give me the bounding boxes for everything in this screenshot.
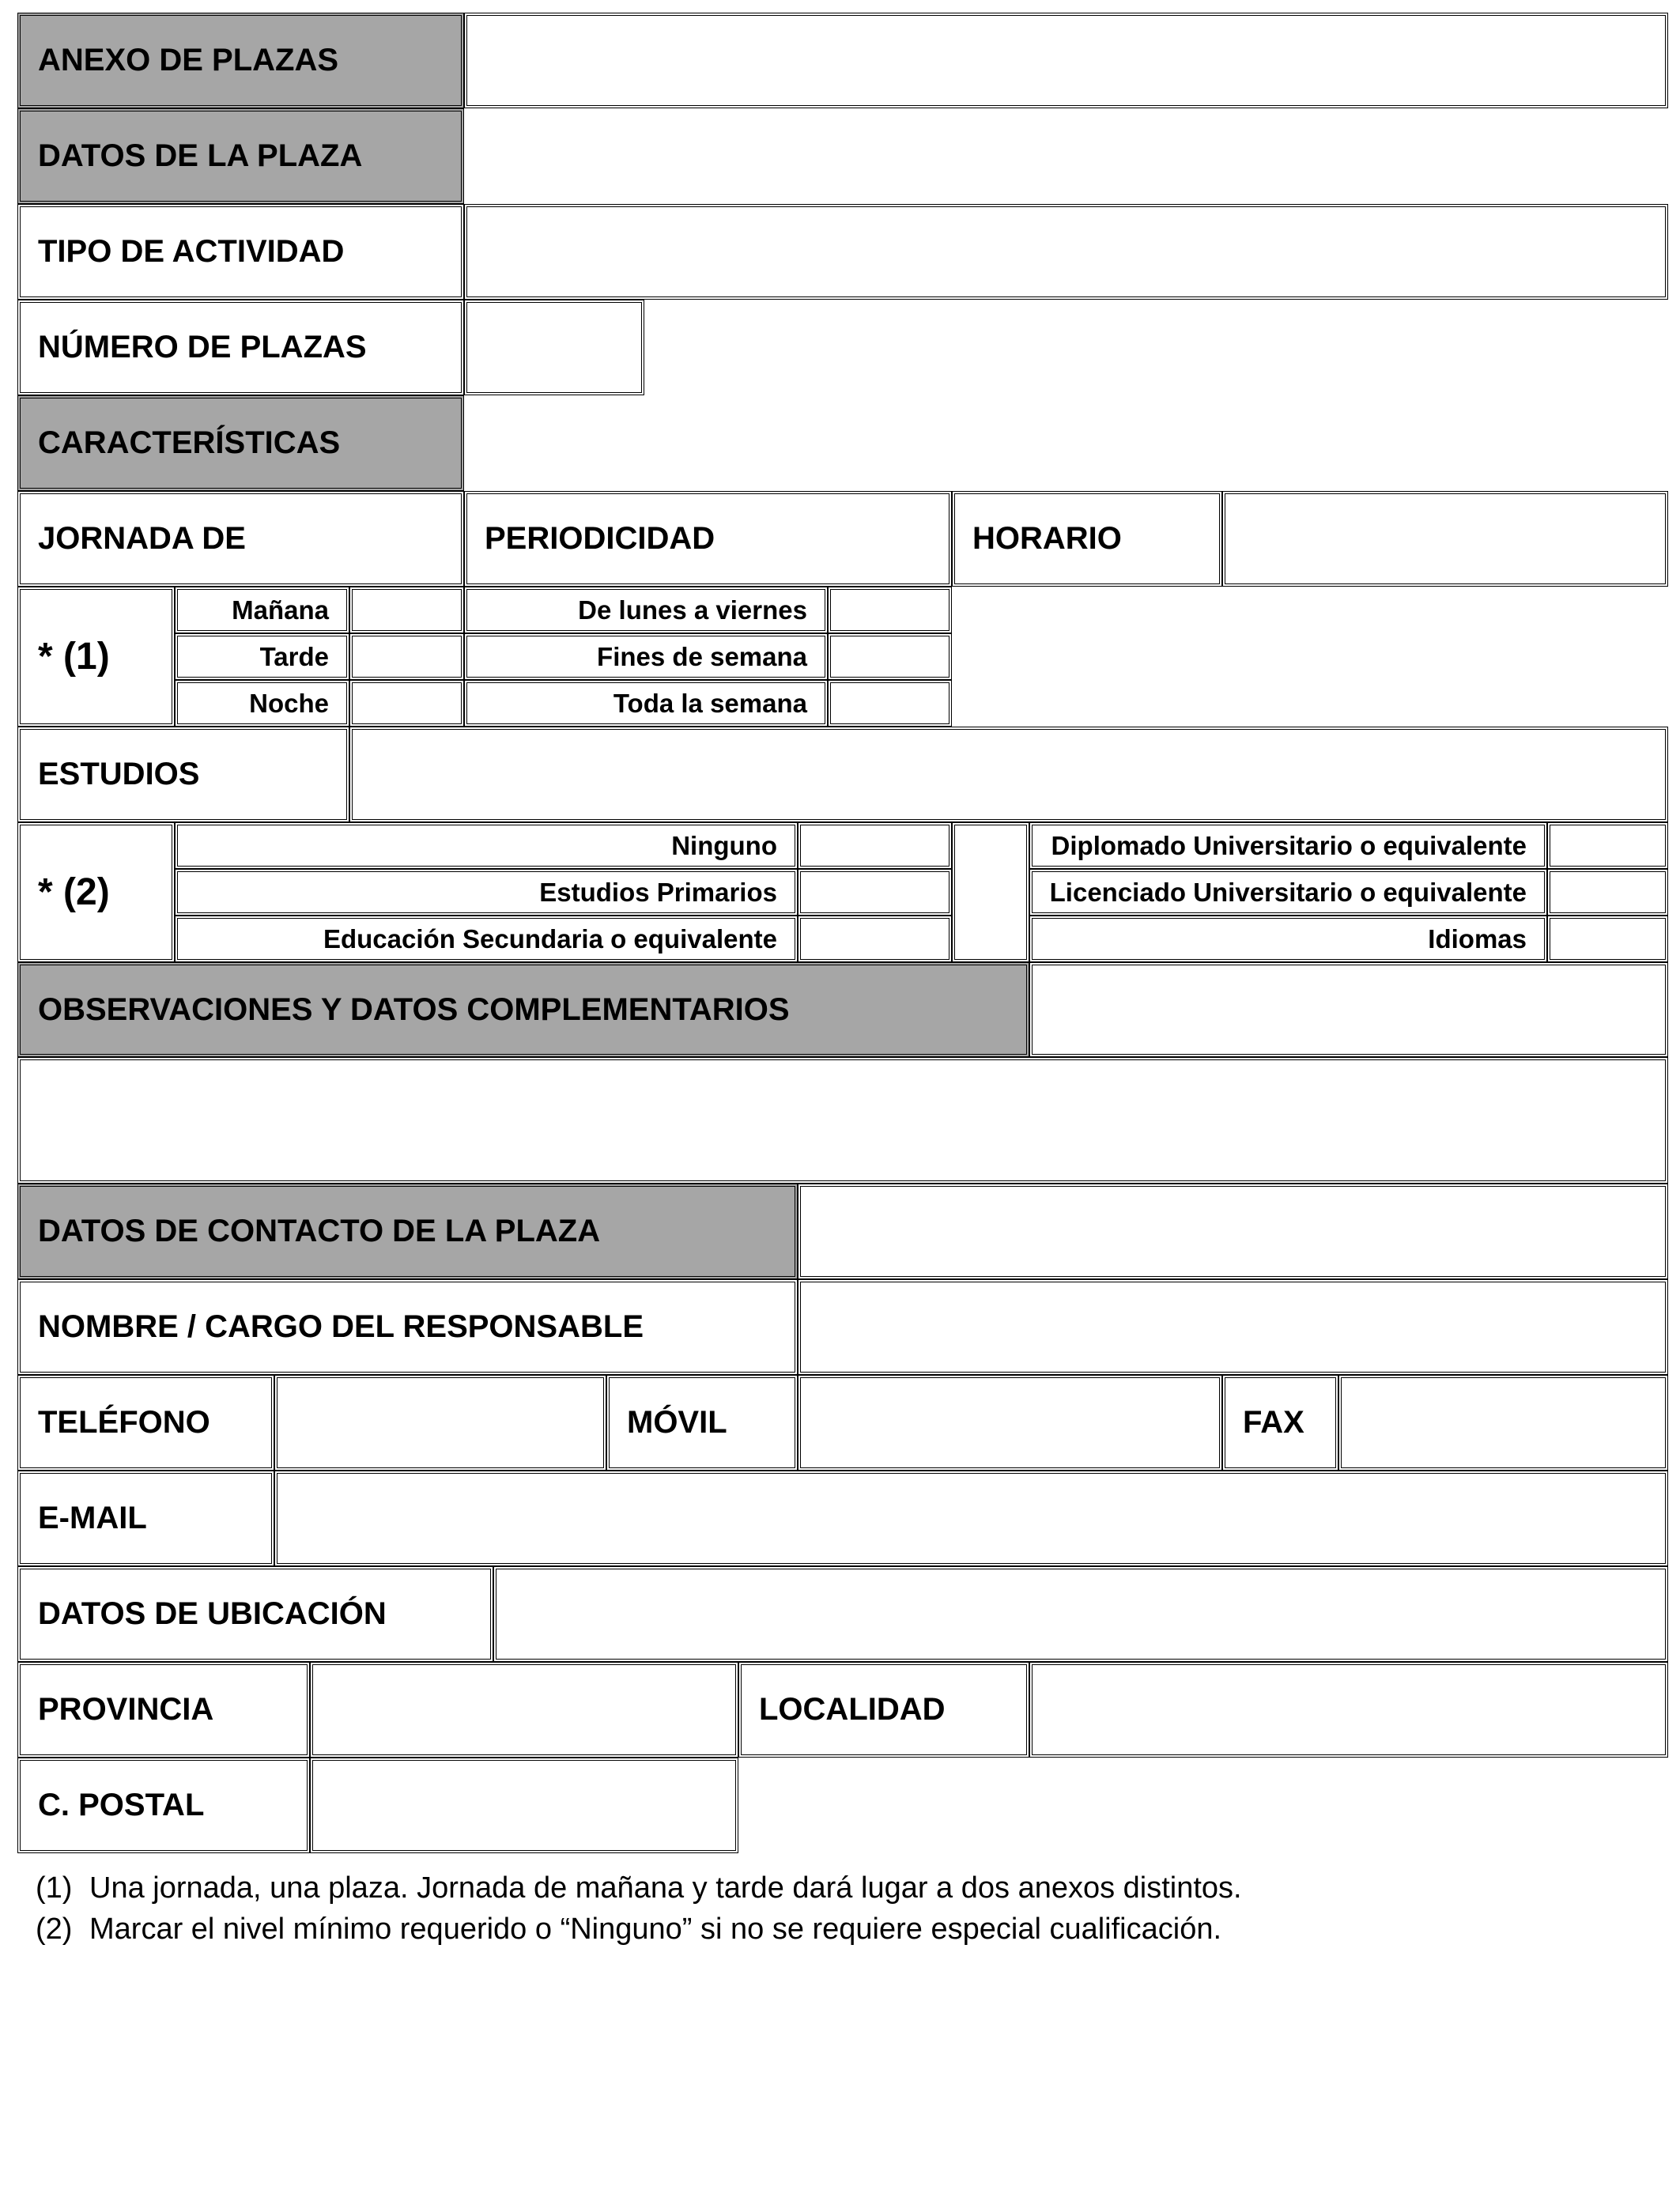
telefono-label: TELÉFONO xyxy=(17,1375,274,1471)
fax-label: FAX xyxy=(1222,1375,1338,1471)
anexo-header: ANEXO DE PLAZAS xyxy=(17,13,464,108)
telefono-input[interactable] xyxy=(274,1375,606,1471)
shift-checkbox-noche[interactable] xyxy=(349,680,464,727)
period-label-toda-semana: Toda la semana xyxy=(464,680,828,727)
estudio-checkbox-primarios[interactable] xyxy=(798,869,952,916)
footnote-2 xyxy=(36,1909,1242,1950)
observaciones-header: OBSERVACIONES Y DATOS COMPLEMENTARIOS xyxy=(17,962,1029,1057)
estudio-label-idiomas: Idiomas xyxy=(1029,916,1547,962)
estudio-checkbox-secundaria[interactable] xyxy=(798,916,952,962)
footnote-1-text: Una jornada, una plaza. Jornada de mañana y tarde dará lugar a dos anexos distintos. xyxy=(89,1871,1242,1905)
responsable-label: NOMBRE / CARGO DEL RESPONSABLE xyxy=(17,1279,798,1375)
cpostal-input[interactable] xyxy=(310,1758,738,1853)
estudio-checkbox-ninguno[interactable] xyxy=(798,822,952,869)
footnotes xyxy=(36,1867,1242,1950)
period-checkbox-lunes-viernes[interactable] xyxy=(828,587,952,633)
footnote-1 xyxy=(36,1867,1242,1909)
estudio-label-licenciado: Licenciado Universitario o equivalente xyxy=(1029,869,1547,916)
horario-label: HORARIO xyxy=(952,491,1222,587)
tipo-actividad-label: TIPO DE ACTIVIDAD xyxy=(17,204,464,300)
localidad-label: LOCALIDAD xyxy=(738,1662,1029,1758)
period-label-lunes-viernes: De lunes a viernes xyxy=(464,587,828,633)
period-checkbox-fines-semana[interactable] xyxy=(828,633,952,680)
estudio-label-primarios: Estudios Primarios xyxy=(175,869,798,916)
footnote-1-number: (1) xyxy=(36,1871,73,1905)
provincia-input[interactable] xyxy=(310,1662,738,1758)
observaciones-textarea[interactable] xyxy=(17,1057,1668,1184)
estudios-spacer xyxy=(952,822,1029,962)
datos-plaza-header: DATOS DE LA PLAZA xyxy=(17,108,464,204)
movil-input[interactable] xyxy=(798,1375,1222,1471)
footnote-2-text: Marcar el nivel mínimo requerido o “Ninguno” si no se requiere especial cualificación. xyxy=(89,1913,1222,1946)
ubicacion-label: DATOS DE UBICACIÓN xyxy=(17,1566,493,1662)
cpostal-label: C. POSTAL xyxy=(17,1758,310,1853)
estudio-label-diplomado: Diplomado Universitario o equivalente xyxy=(1029,822,1547,869)
ubicacion-input[interactable] xyxy=(493,1566,1668,1662)
estudio-label-secundaria: Educación Secundaria o equivalente xyxy=(175,916,798,962)
jornada-marker: * (1) xyxy=(17,587,175,727)
estudios-marker: * (2) xyxy=(17,822,175,962)
localidad-input[interactable] xyxy=(1029,1662,1668,1758)
numero-plazas-input[interactable] xyxy=(464,300,644,395)
responsable-input[interactable] xyxy=(798,1279,1668,1375)
contacto-header-input[interactable] xyxy=(798,1184,1668,1279)
estudio-checkbox-licenciado[interactable] xyxy=(1547,869,1668,916)
shift-checkbox-tarde[interactable] xyxy=(349,633,464,680)
shift-label-manana: Mañana xyxy=(175,587,349,633)
provincia-label: PROVINCIA xyxy=(17,1662,310,1758)
shift-label-noche: Noche xyxy=(175,680,349,727)
estudio-checkbox-diplomado[interactable] xyxy=(1547,822,1668,869)
observaciones-side-input[interactable] xyxy=(1029,962,1668,1057)
numero-plazas-label: NÚMERO DE PLAZAS xyxy=(17,300,464,395)
horario-input[interactable] xyxy=(1222,491,1668,587)
estudios-input[interactable] xyxy=(349,727,1668,822)
movil-label: MÓVIL xyxy=(606,1375,798,1471)
periodicidad-label: PERIODICIDAD xyxy=(464,491,952,587)
period-checkbox-toda-semana[interactable] xyxy=(828,680,952,727)
estudio-checkbox-idiomas[interactable] xyxy=(1547,916,1668,962)
email-label: E-MAIL xyxy=(17,1471,274,1566)
footnote-2-number: (2) xyxy=(36,1913,73,1946)
shift-label-tarde: Tarde xyxy=(175,633,349,680)
tipo-actividad-input[interactable] xyxy=(464,204,1668,300)
email-input[interactable] xyxy=(274,1471,1668,1566)
estudios-label: ESTUDIOS xyxy=(17,727,349,822)
contacto-header: DATOS DE CONTACTO DE LA PLAZA xyxy=(17,1184,798,1279)
anexo-input[interactable] xyxy=(464,13,1668,108)
shift-checkbox-manana[interactable] xyxy=(349,587,464,633)
fax-input[interactable] xyxy=(1338,1375,1668,1471)
jornada-label: JORNADA DE xyxy=(17,491,464,587)
estudio-label-ninguno: Ninguno xyxy=(175,822,798,869)
caracteristicas-header: CARACTERÍSTICAS xyxy=(17,395,464,491)
period-label-fines-semana: Fines de semana xyxy=(464,633,828,680)
